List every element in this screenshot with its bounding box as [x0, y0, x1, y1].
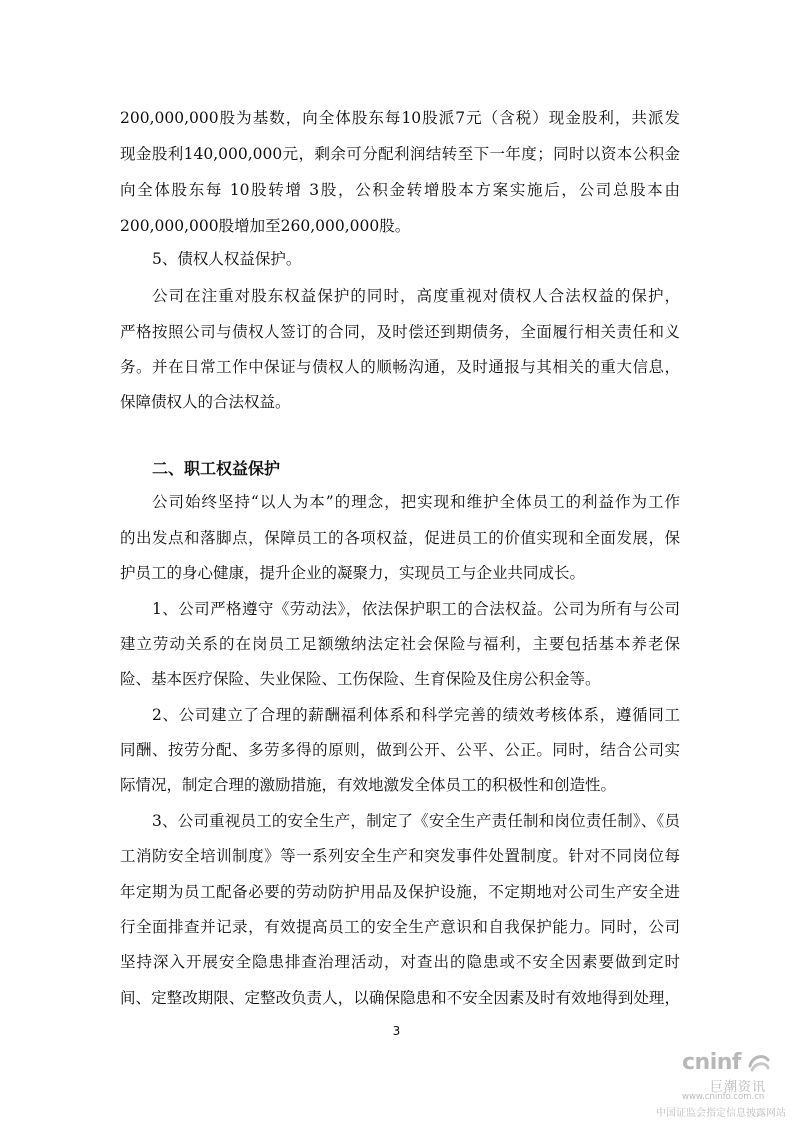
- text-line: 2、公司建立了合理的薪酬福利体系和科学完善的绩效考核体系，遵循同工: [152, 706, 680, 724]
- cninfo-watermark: [650, 1050, 790, 1120]
- text-line: 公司始终坚持“以人为本”的理念，把实现和维护全体员工的利益作为工作: [152, 493, 680, 511]
- text-line: 间、定整改期限、定整改负责人，以确保隐患和不安全因素及时有效地得到处理，: [120, 989, 680, 1007]
- text-line: 200,000,000股增加至260,000,000股。: [120, 217, 411, 235]
- text-line: 同酬、按劳分配、多劳多得的原则，做到公开、公平、公正。同时，结合公司实: [120, 741, 680, 759]
- text-line: 险、基本医疗保险、失业保险、工伤保险、生育保险及住房公积金等。: [120, 670, 601, 688]
- text-line: 严格按照公司与债权人签订的合同，及时偿还到期债务，全面履行相关责任和义: [120, 323, 680, 341]
- text-line: 公司在注重对股东权益保护的同时，高度重视对债权人合法权益的保护，: [152, 287, 680, 305]
- text-line: 3、公司重视员工的安全生产，制定了《安全生产责任制和岗位责任制》、《员: [152, 812, 680, 830]
- page-number: 3: [392, 1024, 401, 1038]
- text-line: 坚持深入开展安全隐患排查治理活动，对查出的隐患或不安全因素要做到定时: [120, 953, 680, 971]
- text-line: 工消防安全培训制度》等一系列安全生产和突发事件处置制度。针对不同岗位每: [120, 847, 680, 865]
- watermark-url: www.cninfo.com.cn: [682, 1092, 765, 1102]
- text-line: 年定期为员工配备必要的劳动防护用品及保护设施，不定期地对公司生产安全进: [120, 883, 680, 901]
- creditor-item-title: 5、债权人权益保护。: [152, 250, 302, 268]
- watermark-logo-text: cninf: [682, 1050, 741, 1075]
- text-line: 际情况，制定合理的激励措施，有效地激发全体员工的积极性和创造性。: [120, 776, 617, 794]
- section-heading: 二、职工权益保护: [152, 459, 281, 478]
- text-line: 1、公司严格遵守《劳动法》，依法保护职工的合法权益。公司为所有与公司: [152, 600, 680, 618]
- text-line: 向全体股东每 10股转增 3股，公积金转增股本方案实施后，公司总股本由: [120, 181, 680, 199]
- text-line: 护员工的身心健康，提升企业的凝聚力，实现员工与企业共同成长。: [120, 564, 586, 582]
- text-line: 的出发点和落脚点，保障员工的各项权益，促进员工的价值实现和全面发展，保: [120, 529, 680, 547]
- swirl-logo-icon: [746, 1052, 772, 1076]
- text-line: 建立劳动关系的在岗员工足额缴纳法定社会保险与福利，主要包括基本养老保: [120, 635, 680, 653]
- text-line: 200,000,000股为基数，向全体股东每10股派7元（含税）现金股利，共派发: [120, 109, 680, 127]
- text-line: 务。并在日常工作中保证与债权人的顺畅沟通，及时通报与其相关的重大信息，: [120, 358, 680, 376]
- text-line: 行全面排查并记录，有效提高员工的安全生产意识和自我保护能力。同时，公司: [120, 918, 680, 936]
- watermark-note: 中国证监会指定信息披露网站: [656, 1108, 786, 1119]
- watermark-brand: 巨潮资讯: [710, 1080, 767, 1095]
- text-line: 现金股利140,000,000元，剩余可分配利润结转至下一年度；同时以资本公积金: [120, 145, 680, 163]
- text-line: 保障债权人的合法权益。: [120, 393, 291, 411]
